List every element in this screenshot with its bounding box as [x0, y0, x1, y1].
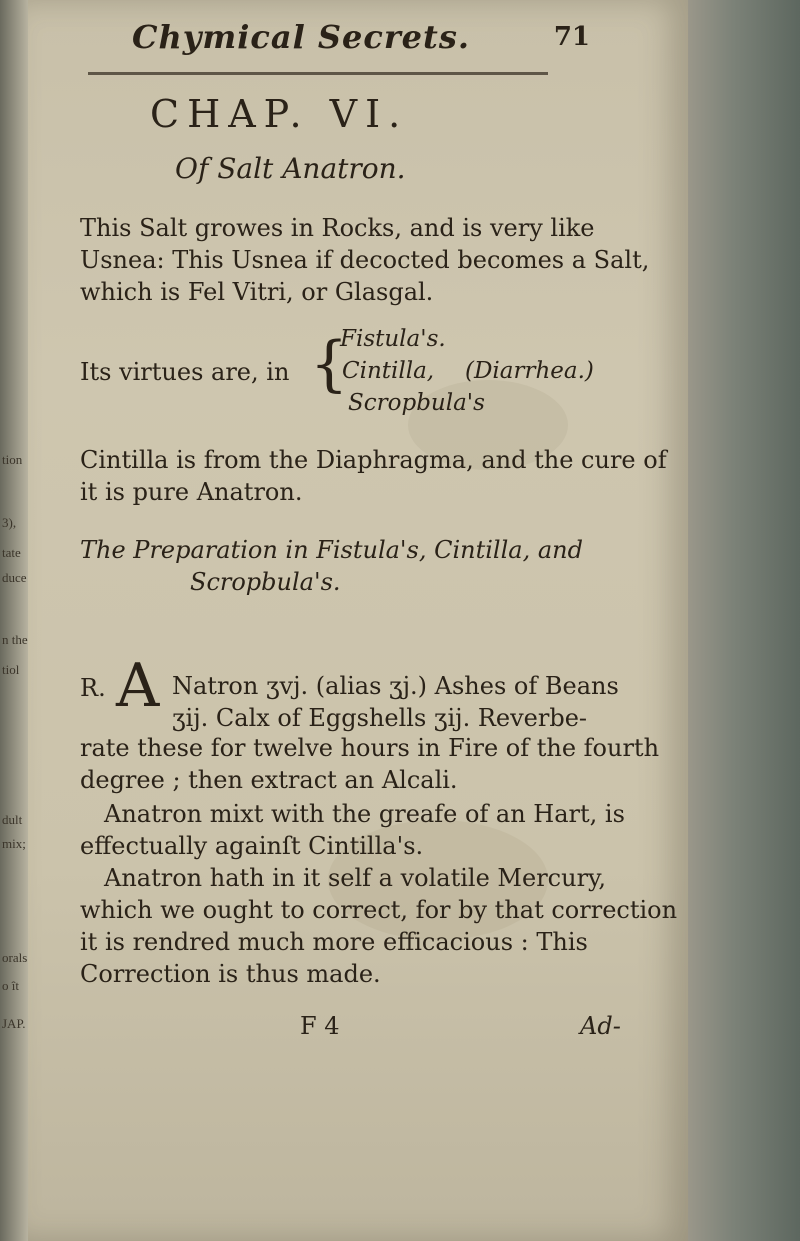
book-page [28, 0, 688, 1241]
virtue-item: (Diarrhea.) [465, 358, 594, 384]
margin-note: duce [2, 570, 27, 585]
paragraph-anatron-mixt: Anatron mixt with the greafe of an Hart, is effectually againſt Cintilla's. [80, 800, 625, 860]
margin-note: mix; [2, 836, 26, 851]
catchword: Ad- [580, 1012, 621, 1040]
virtue-item: Fistula's. [340, 326, 446, 352]
recipe-line: ʒij. Calx of Eggshells ʒij. Reverbe- [172, 704, 588, 732]
margin-note: JAP. [2, 1016, 26, 1031]
brace-glyph: { [310, 329, 349, 399]
virtues-lead: Its virtues are, in [80, 358, 290, 386]
virtue-item: Cintilla, [342, 358, 435, 384]
margin-notes [0, 0, 28, 1241]
margin-note: tion [2, 452, 23, 467]
header-rule [88, 72, 548, 75]
margin-note: tate [2, 545, 21, 560]
margin-note: tiol [2, 662, 20, 677]
paragraph-anatron-hath: Anatron hath in it self a volatile Mercury, which we ought to correct, for by that correction it is rendred much more efficacious : This Correction is thus made. [80, 864, 678, 988]
margin-note: n the [2, 632, 28, 647]
virtue-item: Scropbula's [348, 390, 485, 416]
chapter-heading: CHAP. VI. [150, 92, 409, 136]
paragraph-intro: This Salt growes in Rocks, and is very like Usnea: This Usnea if decocted becomes a Salt, which is Fel Vitri, or Glasgal. [80, 214, 650, 306]
facing-page-edge [688, 0, 800, 1241]
margin-note: orals [2, 950, 28, 965]
recipe-line: Natron ʒvj. (alias ʒj.) Ashes of Beans [172, 672, 619, 700]
recipe-symbol: R. [80, 674, 106, 702]
page-header [120, 18, 590, 68]
preparation-heading [80, 534, 680, 598]
margin-note: dult [2, 812, 23, 827]
signature-mark: F 4 [300, 1012, 340, 1040]
virtues-block [80, 320, 680, 420]
margin-note: 3), [2, 515, 17, 530]
preparation-line: Scropbula's. [190, 568, 341, 596]
margin-note: o ît [2, 978, 19, 993]
paragraph-cintilla: Cintilla is from the Diaphragma, and the cure of it is pure Anatron. [80, 446, 667, 506]
drop-cap: A [116, 651, 160, 721]
running-title: Chymical Secrets. [132, 18, 470, 56]
page-number: 71 [553, 22, 590, 52]
preparation-line: The Preparation in Fistula's, Cintilla, and [80, 536, 583, 564]
paragraph-recipe-cont: rate these for twelve hours in Fire of the fourth degree ; then extract an Alcali. [80, 734, 660, 794]
section-heading: Of Salt Anatron. [175, 152, 406, 185]
